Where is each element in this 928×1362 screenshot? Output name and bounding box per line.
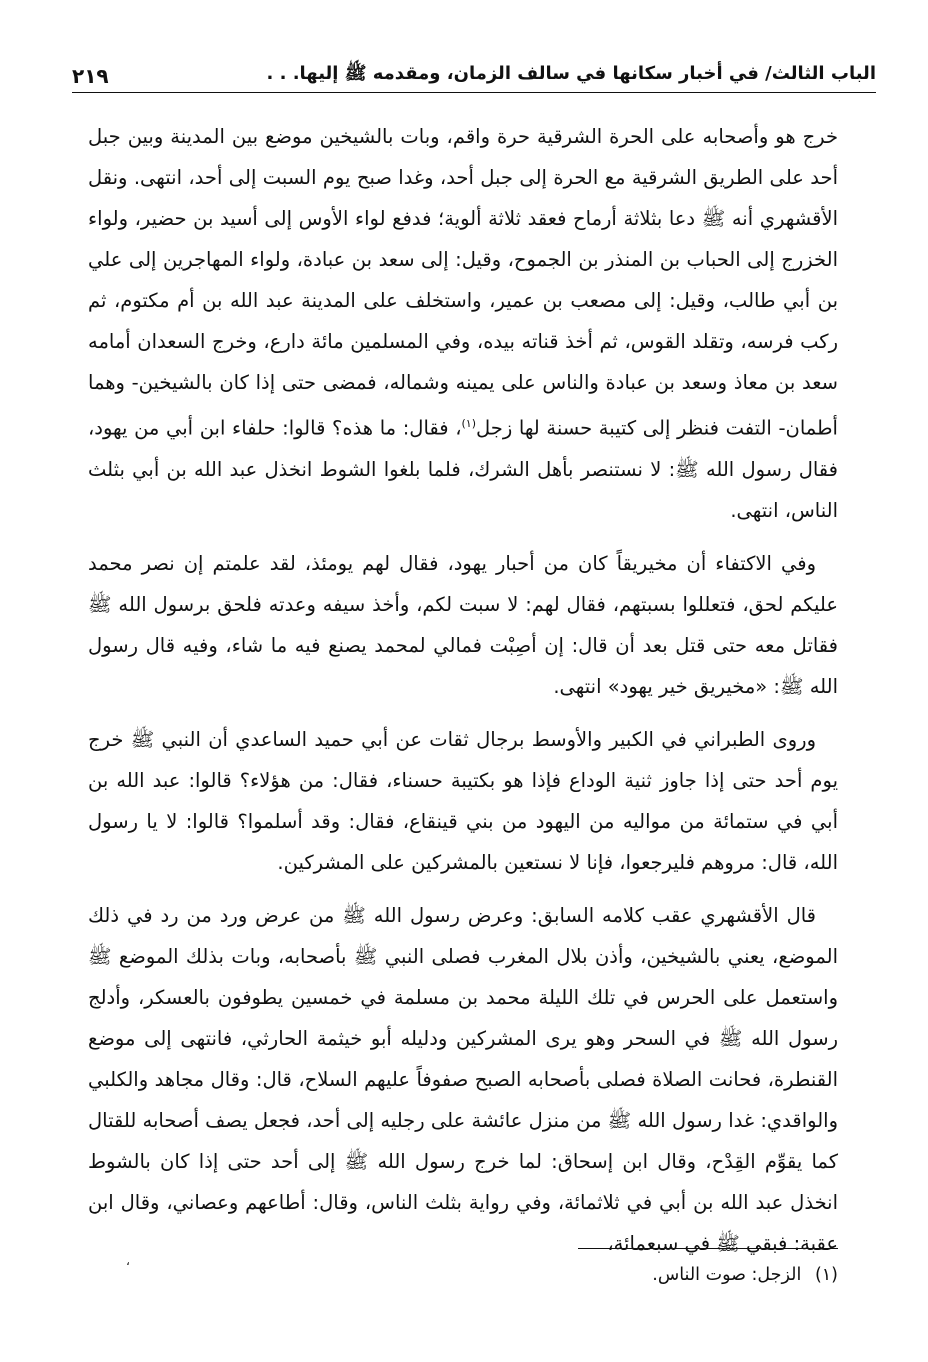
page-number: ٢١٩ bbox=[72, 64, 109, 88]
footnote-number: (١) bbox=[814, 1265, 838, 1285]
paragraph-1 bbox=[88, 116, 838, 531]
running-title: الباب الثالث/ في أخبار سكانها في سالف الزمان، ومقدمه ﷺ إليها. . . bbox=[266, 63, 876, 84]
main-text bbox=[88, 116, 838, 1276]
paragraph-3: وروى الطبراني في الكبير والأوسط برجال ثقات عن أبي حميد الساعدي أن النبي ﷺ خرج يوم أحد حتى إذا جاوز ثنية الوداع فإذا هو بكتيبة حسناء، فقال: من هؤلاء؟ قالوا: عبد الله بن أبي في ستمائة من مواليه من اليهود من بني قينقاع، فقال: وقد أسلموا؟ قالوا: لا يا رسول الله، قال: مروهم فليرجعوا، فإنا لا نستعين بالمشركين على المشركين. bbox=[88, 727, 838, 874]
stray-mark: ، bbox=[126, 1254, 130, 1268]
paragraph-4: قال الأقشهري عقب كلامه السابق: وعرض رسول الله ﷺ من عرض ورد من رد في ذلك الموضع، يعني بالشيخين، وأذن بلال المغرب فصلى النبي ﷺ بأصحابه، وبات بذلك الموضع ﷺ واستعمل على الحرس في تلك الليلة محمد بن مسلمة في خمسين يطوفون بالعسكر، وأدلج رسول الله ﷺ في السحر وهو يرى المشركين ودليله أبو خيثمة الحارثي، فانتهى إلى موضع القنطرة، فحانت الصلاة فصلى بأصحابه الصبح صفوفاً عليهم السلاح، قال: وقال مجاهد والكلبي والواقدي: غدا رسول الله ﷺ من منزل عائشة على رجليه إلى أحد، فجعل يصف أصحابه للقتال كما يقوِّم القِدْح، وقال ابن إسحاق: لما خرج رسول الله ﷺ إلى أحد حتى إذا كان بالشوط انخذل عبد الله بن أبي في ثلاثمائة، وفي رواية بثلث الناس، وقال: أطاعهم وعصاني، وقال ابن عقبة: فبقي ﷺ في سبعمائة، bbox=[88, 903, 838, 1255]
paragraph-1-before: خرج هو وأصحابه على الحرة الشرقية حرة واقم، وبات بالشيخين موضع بين المدينة وبين جبل أحد على الطريق الشرقية مع الحرة إلى جبل أحد، وغدا صبح يوم السبت إلى أحد، انتهى. ونقل الأقشهري أنه ﷺ دعا بثلاثة أرماح فعقد ثلاثة ألوية؛ فدفع لواء الأوس إلى أسيد بن حضير، ولواء الخزرج إلى الحباب بن المنذر بن الجموح، وقيل: إلى سعد بن عبادة، ولواء المهاجرين إلى علي بن أبي طالب، وقيل: إلى مصعب بن عمير، واستخلف على المدينة عبد الله بن أم مكتوم، ثم ركب فرسه، وتقلد القوس، ثم أخذ قناته بيده، وفي المسلمين مائة دارع، وخرج السعدان أمامه سعد بن معاذ وسعد بن عبادة والناس على يمينه وشماله، فمضى حتى إذا كان بالشيخين- وهما أطمان- التفت فنظر إلى كتيبة حسنة لها زجل bbox=[88, 125, 838, 440]
footnote-divider bbox=[578, 1248, 838, 1249]
paragraph-2: وفي الاكتفاء أن مخيريقاً كان من أحبار يهود، فقال لهم يومئذ، لقد علمتم إن نصر محمد عليكم لحق، فتعللوا بسبتهم، فقال لهم: لا سبت لكم، وأخذ سيفه وعدته فلحق برسول الله ﷺ فقاتل معه حتى قتل بعد أن قال: إن أصِبْت فمالي لمحمد يصنع فيه ما شاء، وفيه قال رسول الله ﷺ: «مخيريق خير يهود» انتهى. bbox=[88, 551, 838, 698]
footnote-reference: (١) bbox=[461, 417, 477, 430]
paragraph-1-after: ، فقال: ما هذه؟ قالوا: حلفاء ابن أبي من يهود، فقال رسول الله ﷺ: لا نستنصر بأهل الشرك، فلما بلغوا الشوط انخذل عبد الله بن أبي بثلث الناس، انتهى. bbox=[88, 416, 838, 522]
footnote-text: الزجل: صوت الناس. bbox=[652, 1265, 802, 1285]
page-header bbox=[72, 48, 876, 93]
footnote bbox=[88, 1265, 838, 1285]
